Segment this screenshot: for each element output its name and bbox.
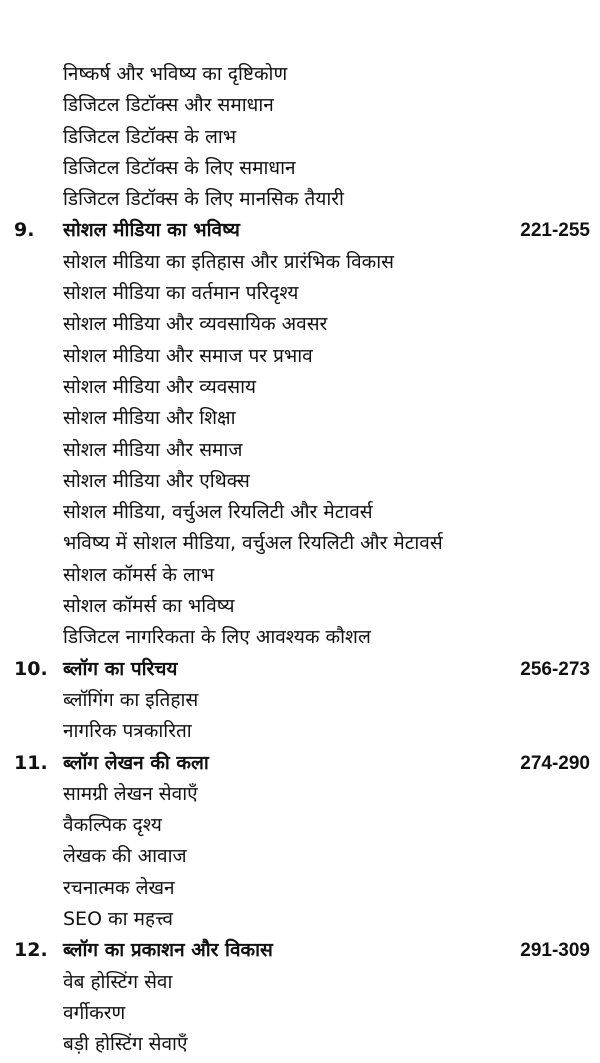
topic-entry: डिजिटल डिटॉक्स और समाधान [63, 94, 274, 117]
chapter-entry [0, 654, 600, 685]
chapter-title: सोशल मीडिया का भविष्य [63, 219, 240, 242]
chapter-title: ब्लॉग का प्रकाशन और विकास [63, 939, 273, 962]
topic-entry: सोशल मीडिया और व्यवसायिक अवसर [63, 313, 328, 336]
chapter-title: ब्लॉग का परिचय [63, 657, 178, 680]
topic-entry: सोशल मीडिया का इतिहास और प्रारंभिक विकास [63, 250, 394, 273]
chapter-page-range: 256-273 [520, 658, 590, 680]
topic-entry: भविष्य में सोशल मीडिया, वर्चुअल रियलिटी और मेटावर्स [63, 532, 443, 555]
chapter-entry [0, 748, 600, 779]
topic-entry: सोशल मीडिया और समाज [63, 438, 243, 461]
topic-entry: सोशल मीडिया और व्यवसाय [63, 375, 257, 398]
topic-entry: ब्लॉगिंग का इतिहास [63, 688, 199, 711]
chapter-page-range: 291-309 [520, 940, 590, 962]
chapter-number: 12. [14, 939, 48, 962]
topic-entry: वेब होस्टिंग सेवा [63, 970, 173, 993]
topic-entry: लेखक की आवाज [63, 845, 187, 868]
topic-entry: सोशल मीडिया और शिक्षा [63, 407, 236, 430]
topic-entry: सामग्री लेखन सेवाएँ [63, 782, 198, 805]
topic-entry: डिजिटल नागरिकता के लिए आवश्यक कौशल [63, 626, 371, 649]
topic-entry: सोशल कॉमर्स का भविष्य [63, 595, 235, 618]
topic-entry: SEO का महत्त्व [63, 908, 173, 931]
chapter-number: 9. [14, 219, 35, 242]
topic-entry: निष्कर्ष और भविष्य का दृष्टिकोण [63, 63, 288, 85]
chapter-page-range: 274-290 [520, 752, 590, 774]
topic-entry: डिजिटल डिटॉक्स के लाभ [63, 125, 237, 148]
topic-entry: सोशल मीडिया, वर्चुअल रियलिटी और मेटावर्स [63, 501, 373, 524]
topic-entry: बड़ी होस्टिंग सेवाएँ [63, 1033, 188, 1056]
topic-entry: नागरिक पत्रकारिता [63, 720, 192, 743]
topic-entry: सोशल मीडिया और समाज पर प्रभाव [63, 344, 313, 367]
chapter-entry [0, 215, 600, 246]
chapter-page-range: 221-255 [520, 220, 590, 242]
topic-entry: डिजिटल डिटॉक्स के लिए समाधान [63, 156, 296, 179]
chapter-number: 11. [14, 751, 48, 774]
topic-entry: वर्गीकरण [63, 1001, 126, 1024]
chapter-number: 10. [14, 657, 48, 680]
topic-entry: वैकल्पिक दृश्य [63, 814, 162, 837]
topic-entry: सोशल मीडिया और एथिक्स [63, 469, 250, 492]
topic-entry: सोशल मीडिया का वर्तमान परिदृश्य [63, 282, 299, 305]
chapter-entry [0, 935, 600, 966]
topic-entry: रचनात्मक लेखन [63, 876, 175, 899]
table-of-contents [0, 59, 600, 1061]
topic-entry: सोशल कॉमर्स के लाभ [63, 563, 215, 586]
topic-entry: डिजिटल डिटॉक्स के लिए मानसिक तैयारी [63, 188, 344, 211]
chapter-title: ब्लॉग लेखन की कला [63, 751, 209, 774]
